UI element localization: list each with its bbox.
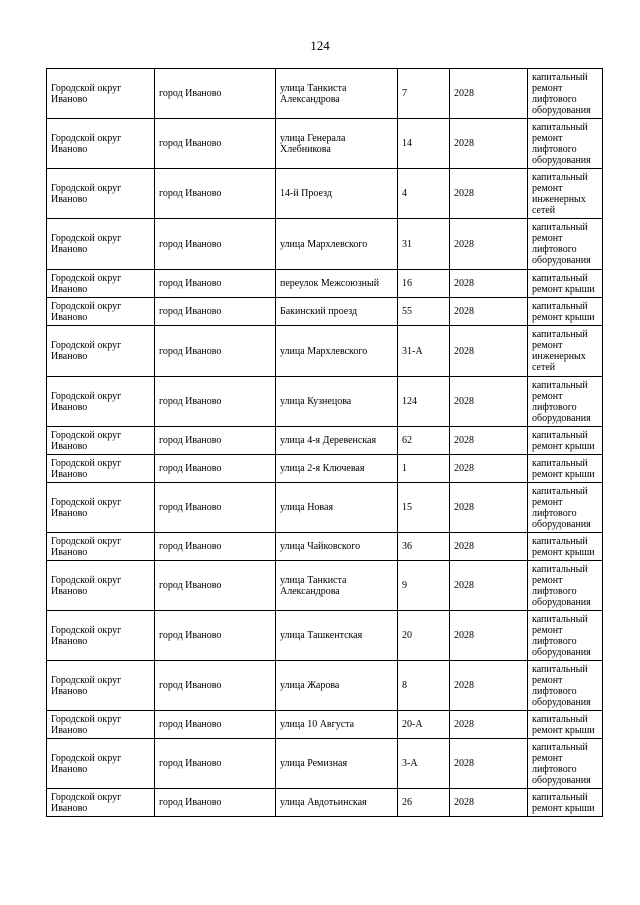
- year-cell: 2028: [450, 483, 528, 533]
- street-cell: улица Кузнецова: [276, 377, 398, 427]
- district-cell: Городской округ Иваново: [47, 711, 155, 739]
- table-row: [47, 69, 603, 119]
- street-cell: переулок Межсоюзный: [276, 270, 398, 298]
- table-row: [47, 219, 603, 270]
- work-type-cell: капитальный ремонт крыши: [528, 427, 603, 455]
- work-type-cell: капитальный ремонт лифтового оборудования: [528, 611, 603, 661]
- work-type-cell: капитальный ремонт инженерных сетей: [528, 169, 603, 219]
- house-cell: 124: [398, 377, 450, 427]
- house-cell: 15: [398, 483, 450, 533]
- city-cell: город Иваново: [155, 739, 276, 789]
- year-cell: 2028: [450, 427, 528, 455]
- year-cell: 2028: [450, 661, 528, 711]
- year-cell: 2028: [450, 455, 528, 483]
- house-cell: 8: [398, 661, 450, 711]
- table-row: [47, 661, 603, 711]
- city-cell: город Иваново: [155, 326, 276, 377]
- house-cell: 4: [398, 169, 450, 219]
- street-cell: улица Танкиста Александрова: [276, 69, 398, 119]
- table-row: [47, 119, 603, 169]
- table-row: [47, 427, 603, 455]
- house-cell: 36: [398, 533, 450, 561]
- work-type-cell: капитальный ремонт крыши: [528, 298, 603, 326]
- district-cell: Городской округ Иваново: [47, 611, 155, 661]
- house-cell: 14: [398, 119, 450, 169]
- city-cell: город Иваново: [155, 219, 276, 270]
- registry-table: [46, 68, 603, 817]
- work-type-cell: капитальный ремонт лифтового оборудования: [528, 119, 603, 169]
- work-type-cell: капитальный ремонт инженерных сетей: [528, 326, 603, 377]
- year-cell: 2028: [450, 69, 528, 119]
- year-cell: 2028: [450, 219, 528, 270]
- district-cell: Городской округ Иваново: [47, 69, 155, 119]
- city-cell: город Иваново: [155, 119, 276, 169]
- work-type-cell: капитальный ремонт крыши: [528, 270, 603, 298]
- street-cell: улица 2-я Ключевая: [276, 455, 398, 483]
- house-cell: 7: [398, 69, 450, 119]
- city-cell: город Иваново: [155, 270, 276, 298]
- street-cell: улица 4-я Деревенская: [276, 427, 398, 455]
- year-cell: 2028: [450, 377, 528, 427]
- street-cell: улица 10 Августа: [276, 711, 398, 739]
- street-cell: улица Мархлевского: [276, 326, 398, 377]
- city-cell: город Иваново: [155, 483, 276, 533]
- district-cell: Городской округ Иваново: [47, 326, 155, 377]
- district-cell: Городской округ Иваново: [47, 270, 155, 298]
- table-row: [47, 298, 603, 326]
- table-row: [47, 711, 603, 739]
- year-cell: 2028: [450, 298, 528, 326]
- city-cell: город Иваново: [155, 611, 276, 661]
- year-cell: 2028: [450, 739, 528, 789]
- street-cell: улица Ремизная: [276, 739, 398, 789]
- city-cell: город Иваново: [155, 377, 276, 427]
- table-row: [47, 561, 603, 611]
- district-cell: Городской округ Иваново: [47, 739, 155, 789]
- year-cell: 2028: [450, 711, 528, 739]
- house-cell: 3-А: [398, 739, 450, 789]
- year-cell: 2028: [450, 789, 528, 817]
- year-cell: 2028: [450, 119, 528, 169]
- street-cell: улица Танкиста Александрова: [276, 561, 398, 611]
- city-cell: город Иваново: [155, 789, 276, 817]
- registry-table-body: [47, 69, 603, 817]
- house-cell: 1: [398, 455, 450, 483]
- district-cell: Городской округ Иваново: [47, 533, 155, 561]
- work-type-cell: капитальный ремонт лифтового оборудования: [528, 69, 603, 119]
- district-cell: Городской округ Иваново: [47, 789, 155, 817]
- street-cell: 14-й Проезд: [276, 169, 398, 219]
- city-cell: город Иваново: [155, 661, 276, 711]
- street-cell: улица Жарова: [276, 661, 398, 711]
- table-row: [47, 270, 603, 298]
- district-cell: Городской округ Иваново: [47, 661, 155, 711]
- district-cell: Городской округ Иваново: [47, 427, 155, 455]
- table-row: [47, 483, 603, 533]
- city-cell: город Иваново: [155, 169, 276, 219]
- table-row: [47, 739, 603, 789]
- district-cell: Городской округ Иваново: [47, 219, 155, 270]
- house-cell: 9: [398, 561, 450, 611]
- district-cell: Городской округ Иваново: [47, 119, 155, 169]
- house-cell: 26: [398, 789, 450, 817]
- street-cell: улица Чайковского: [276, 533, 398, 561]
- year-cell: 2028: [450, 561, 528, 611]
- house-cell: 55: [398, 298, 450, 326]
- work-type-cell: капитальный ремонт крыши: [528, 533, 603, 561]
- year-cell: 2028: [450, 326, 528, 377]
- house-cell: 62: [398, 427, 450, 455]
- house-cell: 20-А: [398, 711, 450, 739]
- house-cell: 31: [398, 219, 450, 270]
- page-number: 124: [310, 38, 330, 53]
- district-cell: Городской округ Иваново: [47, 561, 155, 611]
- work-type-cell: капитальный ремонт крыши: [528, 711, 603, 739]
- district-cell: Городской округ Иваново: [47, 298, 155, 326]
- house-cell: 16: [398, 270, 450, 298]
- street-cell: Бакинский проезд: [276, 298, 398, 326]
- work-type-cell: капитальный ремонт лифтового оборудования: [528, 739, 603, 789]
- table-row: [47, 789, 603, 817]
- city-cell: город Иваново: [155, 298, 276, 326]
- table-row: [47, 533, 603, 561]
- work-type-cell: капитальный ремонт крыши: [528, 455, 603, 483]
- year-cell: 2028: [450, 611, 528, 661]
- city-cell: город Иваново: [155, 455, 276, 483]
- street-cell: улица Мархлевского: [276, 219, 398, 270]
- street-cell: улица Новая: [276, 483, 398, 533]
- work-type-cell: капитальный ремонт лифтового оборудования: [528, 219, 603, 270]
- work-type-cell: капитальный ремонт лифтового оборудования: [528, 561, 603, 611]
- district-cell: Городской округ Иваново: [47, 483, 155, 533]
- house-cell: 20: [398, 611, 450, 661]
- table-row: [47, 611, 603, 661]
- city-cell: город Иваново: [155, 533, 276, 561]
- district-cell: Городской округ Иваново: [47, 455, 155, 483]
- table-row: [47, 377, 603, 427]
- district-cell: Городской округ Иваново: [47, 169, 155, 219]
- work-type-cell: капитальный ремонт лифтового оборудования: [528, 483, 603, 533]
- table-row: [47, 326, 603, 377]
- work-type-cell: капитальный ремонт лифтового оборудования: [528, 661, 603, 711]
- city-cell: город Иваново: [155, 69, 276, 119]
- city-cell: город Иваново: [155, 427, 276, 455]
- year-cell: 2028: [450, 270, 528, 298]
- district-cell: Городской округ Иваново: [47, 377, 155, 427]
- year-cell: 2028: [450, 533, 528, 561]
- street-cell: улица Генерала Хлебникова: [276, 119, 398, 169]
- table-row: [47, 455, 603, 483]
- street-cell: улица Ташкентская: [276, 611, 398, 661]
- work-type-cell: капитальный ремонт крыши: [528, 789, 603, 817]
- year-cell: 2028: [450, 169, 528, 219]
- table-row: [47, 169, 603, 219]
- street-cell: улица Авдотьинская: [276, 789, 398, 817]
- house-cell: 31-А: [398, 326, 450, 377]
- city-cell: город Иваново: [155, 711, 276, 739]
- city-cell: город Иваново: [155, 561, 276, 611]
- work-type-cell: капитальный ремонт лифтового оборудования: [528, 377, 603, 427]
